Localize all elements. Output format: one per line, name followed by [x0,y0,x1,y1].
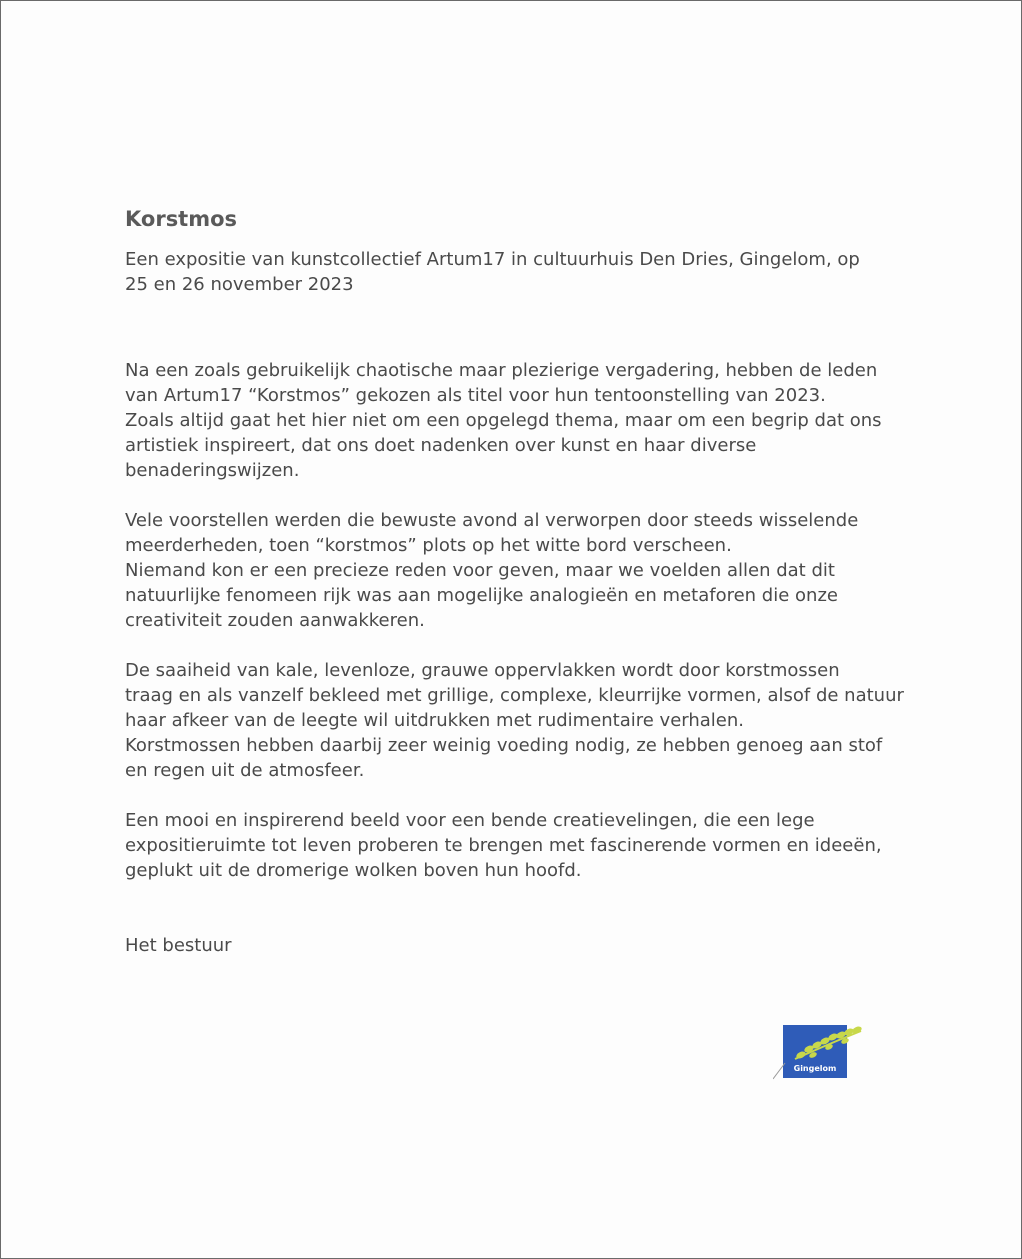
paragraph-line: van Artum17 “Korstmos” gekozen als titel voor hun tentoonstelling van 2023. [125,385,826,406]
subtitle-line: 25 en 26 november 2023 [125,274,354,295]
document-content [125,205,945,958]
paragraph-2 [125,508,945,633]
subtitle-line: Een expositie van kunstcollectief Artum17 in cultuurhuis Den Dries, Gingelom, op [125,249,860,270]
paragraph-line: haar afkeer van de leegte wil uitdrukken met rudimentaire verhalen. [125,710,745,731]
document-subtitle [125,247,945,297]
paragraph-4 [125,808,945,883]
paragraph-line: en regen uit de atmosfeer. [125,760,365,781]
document-title: Korstmos [125,207,238,231]
paragraph-line: Na een zoals gebruikelijk chaotische maar plezierige vergadering, hebben de leden [125,360,878,381]
paragraph-line: geplukt uit de dromerige wolken boven hun hoofd. [125,860,582,881]
paragraph-line: Zoals altijd gaat het hier niet om een opgelegd thema, maar om een begrip dat ons [125,410,882,431]
paragraph-line: Korstmossen hebben daarbij zeer weinig voeding nodig, ze hebben genoeg aan stof [125,735,883,756]
paragraph-line: De saaiheid van kale, levenloze, grauwe oppervlakken wordt door korstmossen [125,660,840,681]
paragraph-line: natuurlijke fenomeen rijk was aan mogelijke analogieën en metaforen die onze [125,585,838,606]
paragraph-line: artistiek inspireert, dat ons doet nadenken over kunst en haar diverse [125,435,757,456]
gingelom-logo [773,1025,869,1081]
paragraph-line: Een mooi en inspirerend beeld voor een bende creatievelingen, die een lege [125,810,815,831]
paragraph-line: Vele voorstellen werden die bewuste avond al verworpen door steeds wisselende [125,510,859,531]
paragraph-line: traag en als vanzelf bekleed met grillige, complexe, kleurrijke vormen, alsof de natuur [125,685,904,706]
paragraph-1 [125,358,945,483]
logo-label: Gingelom [793,1064,837,1073]
paragraph-line: meerderheden, toen “korstmos” plots op het witte bord verscheen. [125,535,732,556]
paragraph-line: creativiteit zouden aanwakkeren. [125,610,425,631]
signature: Het bestuur [125,935,232,956]
paragraph-line: expositieruimte tot leven proberen te brengen met fascinerende vormen en ideeën, [125,835,882,856]
paragraph-line: benaderingswijzen. [125,460,300,481]
paragraph-line: Niemand kon er een precieze reden voor geven, maar we voelden allen dat dit [125,560,835,581]
paragraph-3 [125,658,945,783]
body-text [125,358,945,883]
